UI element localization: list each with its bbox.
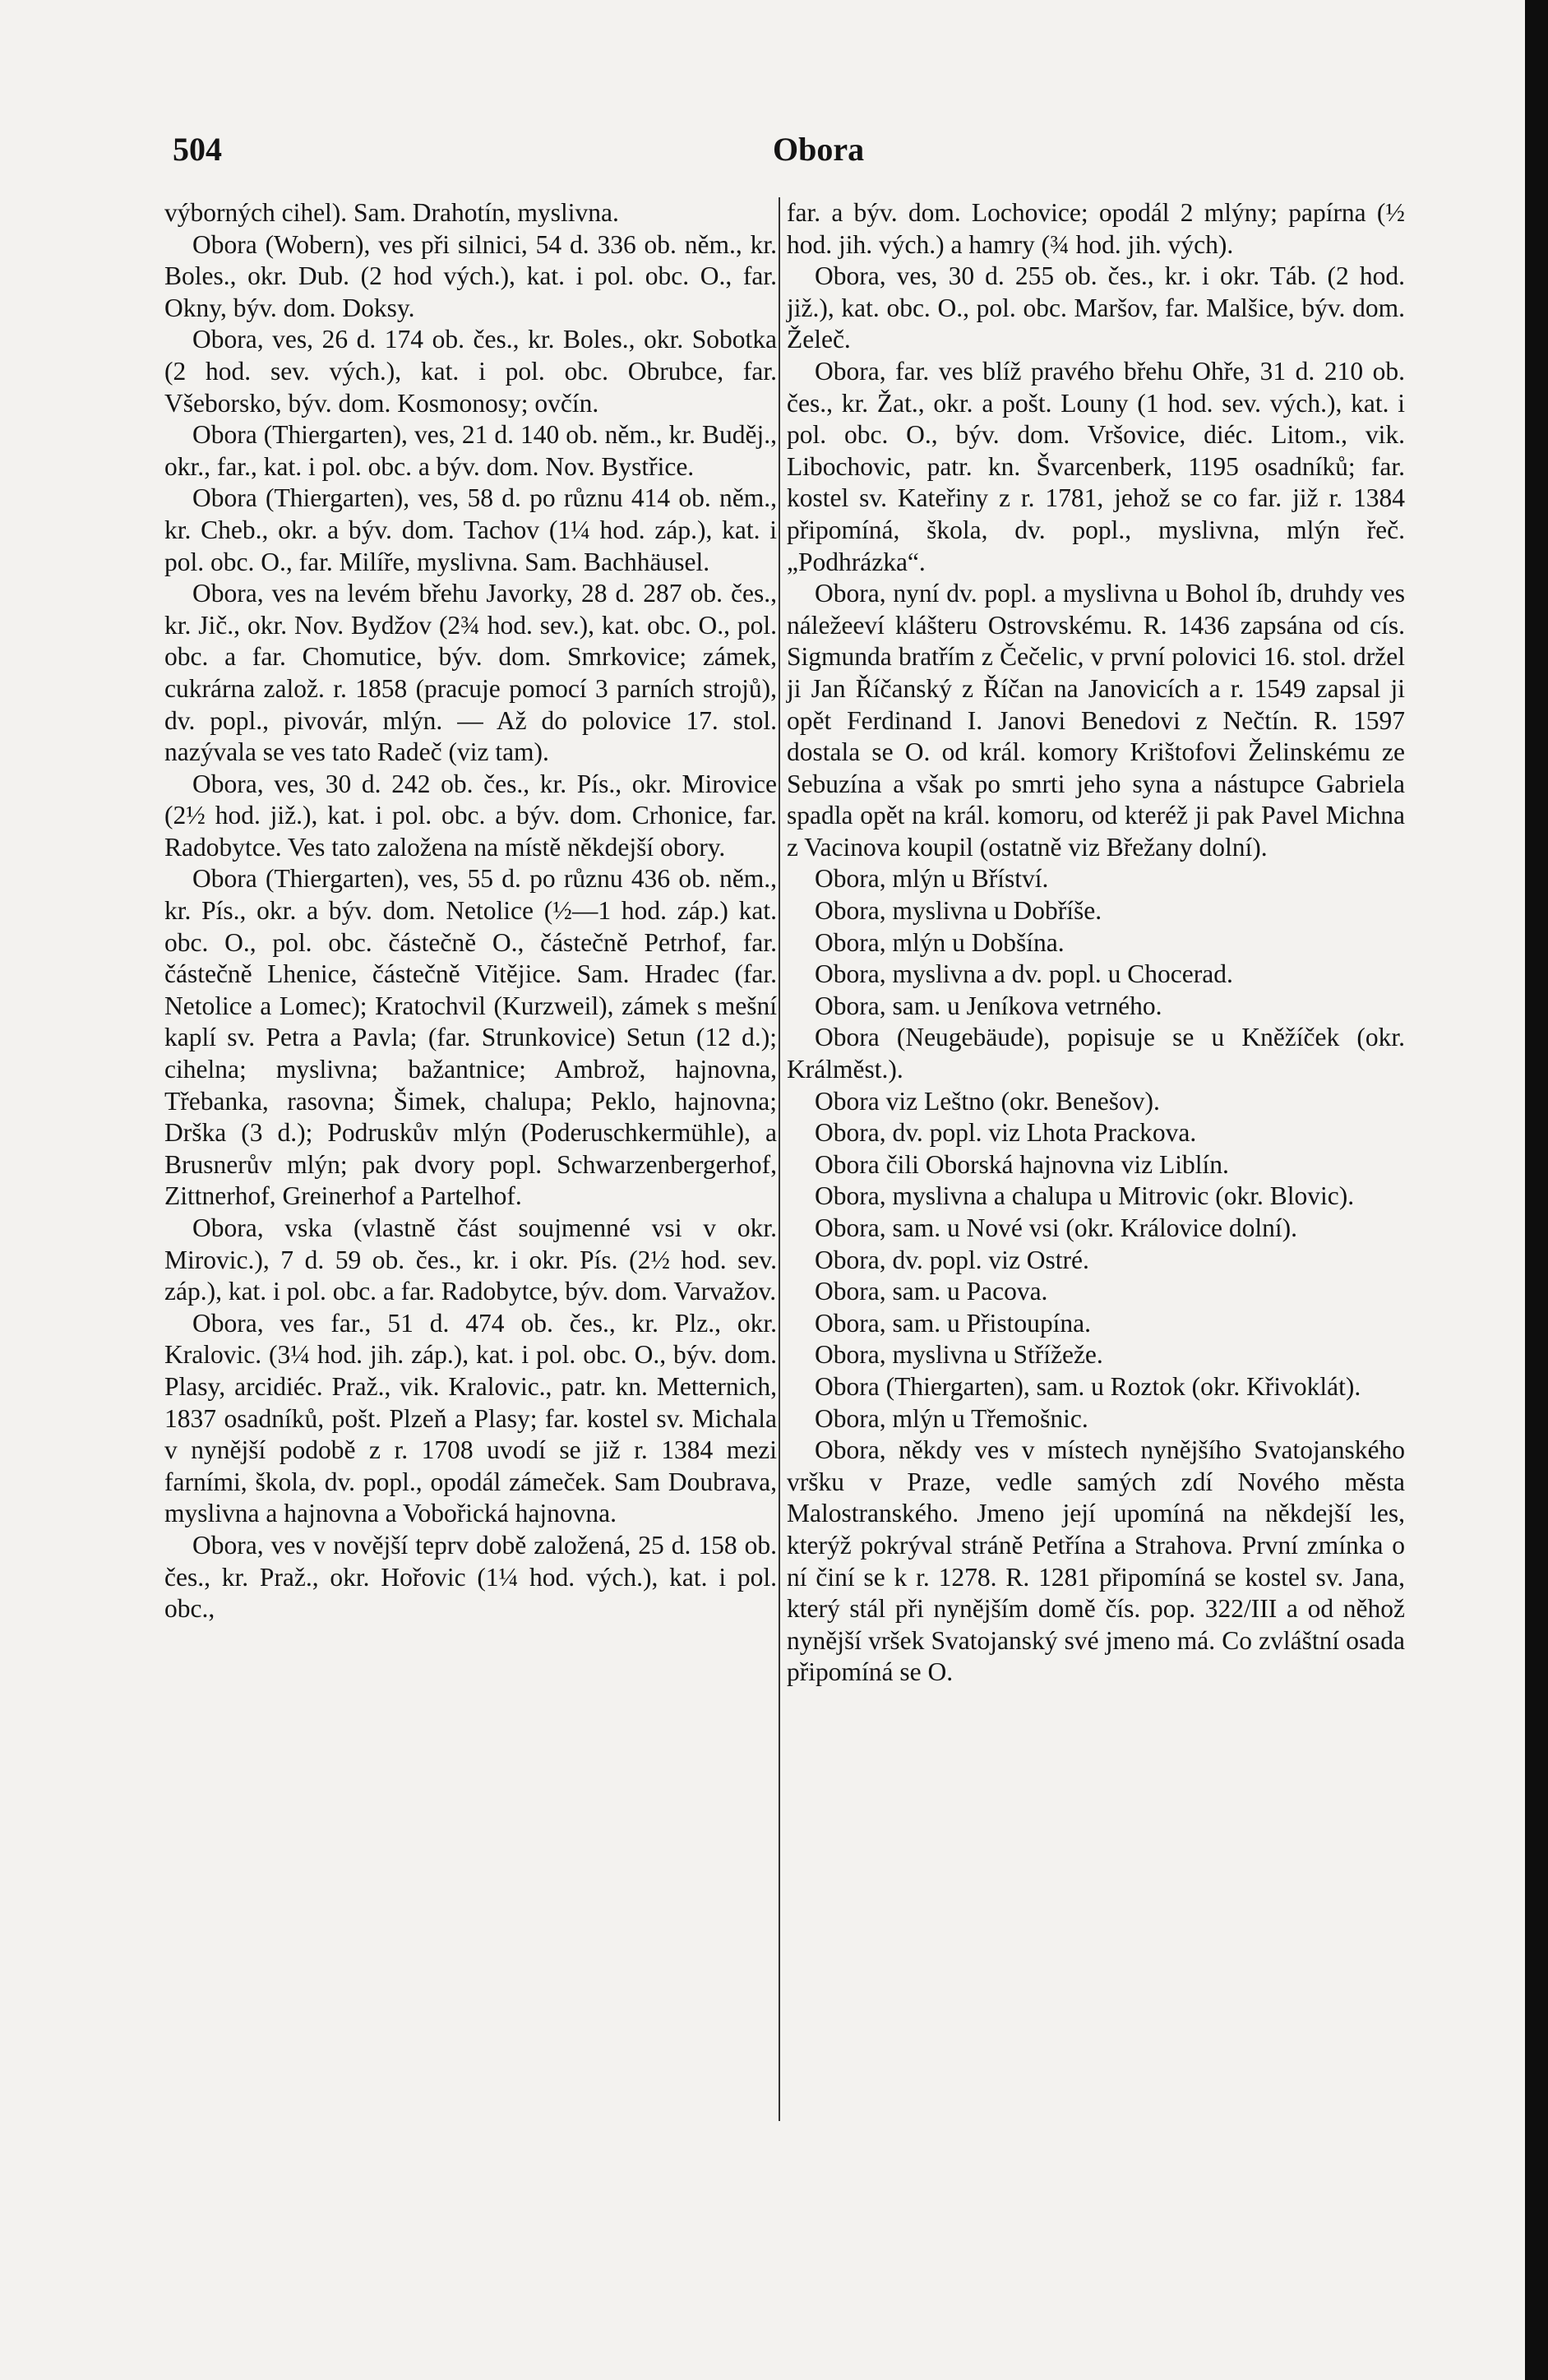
entry-paragraph: Obora, sam. u Jeníkova vetrného.: [815, 991, 1162, 1020]
entry-paragraph: Obora, far. ves blíž pravého břehu Ohře, 31 d. 210 ob. čes., kr. Žat., okr. a pošt. Louny (1 hod. sev. vých.), kat. i pol. obc. O., býv. dom. Vršovice, diéc. Litom., vik. Libochovic, patr. kn. Švarcenberk, 1195 osadníků; far. kostel sv. Kateřiny z r. 1781, jehož se co far. již r. 1384 připomíná, škola, dv. popl., myslivna, mlýn řeč. „Podhrázka“.: [787, 356, 1405, 576]
entry-paragraph: Obora, myslivna a chalupa u Mitrovic (okr. Blovic).: [815, 1181, 1355, 1211]
entry-paragraph: Obora, dv. popl. viz Lhota Prackova.: [815, 1118, 1197, 1148]
entry-paragraph: Obora, ves v novější teprv době založená, 25 d. 158 ob. čes., kr. Praž., okr. Hořovic (1¼ hod. vých.), kat. i pol. obc.,: [164, 1530, 777, 1624]
entry-paragraph: far. a býv. dom. Lochovice; opodál 2 mlýny; papírna (½ hod. jih. vých.) a hamry (¾ hod. jih. vých).: [787, 198, 1405, 259]
entry-paragraph: Obora, myslivna u Dobříše.: [815, 896, 1102, 926]
entry-paragraph: Obora, myslivna a dv. popl. u Chocerad.: [815, 959, 1233, 989]
entry-paragraph: Obora (Thiergarten), ves, 55 d. po různu 436 ob. něm., kr. Pís., okr. a býv. dom. Netolice (½—1 hod. záp.) kat. obc. O., pol. obc. částečně O., částečně Petrhof, far. částečně Lhenice, částečně Vitějice. Sam. Hradec (far. Netolice a Lomec); Kratochvil (Kurzweil), zámek s mešní kaplí sv. Petra a Pavla; (far. Strunkovice) Setun (12 d.); cihelna; myslivna; bažantnice; Ambrož, hajnovna, Třebanka, rasovna; Šimek, chalupa; Peklo, hajnovna; Drška (3 d.); Podruskův mlýn (Poderuschkermühle), a Brusnerův mlýn; pak dvory popl. Schwarzenbergerhof, Zittnerhof, Greinerhof a Partelhof.: [164, 864, 777, 1211]
scan-edge: [1525, 0, 1548, 2380]
column-divider: [779, 197, 780, 2121]
entry-paragraph: Obora, vska (vlastně část soujmenné vsi v okr. Mirovic.), 7 d. 59 ob. čes., kr. i okr. Pís. (2½ hod. sev. záp.), kat. i pol. obc. a far. Radobytce, býv. dom. Varvažov.: [164, 1213, 777, 1306]
page-number: 504: [173, 131, 222, 168]
entry-paragraph: Obora, sam. u Nové vsi (okr. Královice dolní).: [815, 1213, 1297, 1242]
entry-paragraph: Obora (Neugebäude), popisuje se u Kněžíček (okr. Králměst.).: [787, 1023, 1405, 1084]
entry-paragraph: Obora (Thiergarten), ves, 58 d. po různu 414 ob. něm., kr. Cheb., okr. a býv. dom. Tachov (1¼ hod. záp.), kat. i pol. obc. O., far. Milíře, myslivna. Sam. Bachhäusel.: [164, 483, 777, 576]
entry-paragraph: Obora (Thiergarten), sam. u Roztok (okr. Křivoklát).: [815, 1371, 1361, 1401]
entry-paragraph: Obora, ves, 30 d. 242 ob. čes., kr. Pís., okr. Mirovice (2½ hod. již.), kat. i pol. obc. a býv. dom. Crhonice, far. Radobytce. Ves tato založena na místě někdejší obory.: [164, 769, 777, 862]
entry-paragraph: Obora, ves, 30 d. 255 ob. čes., kr. i okr. Táb. (2 hod. již.), kat. obc. O., pol. obc. Maršov, far. Malšice, býv. dom. Želeč.: [787, 261, 1405, 354]
entry-paragraph: Obora, ves na levém břehu Javorky, 28 d. 287 ob. čes., kr. Jič., okr. Nov. Bydžov (2¾ hod. sev.), kat. obc. O., pol. obc. a far. Chomutice, býv. dom. Smrkovice; zámek, cukrárna založ. r. 1858 (pracuje pomocí 3 parních strojů), dv. popl., pivovár, mlýn. — Až do polovice 17. stol. nazývala se ves tato Radeč (viz tam).: [164, 579, 777, 767]
entry-paragraph: Obora, někdy ves v místech nynějšího Svatojanského vršku v Praze, vedle samých zdí Nového města Malostranského. Jmeno její upomíná na někdejší les, kterýž pokrýval stráně Petřína a Strahova. První zmínka o ní činí se k r. 1278. R. 1281 připomíná se kostel sv. Jana, který stál při nynějším domě čís. pop. 322/III a od něhož nynější vršek Svatojanský své jmeno má. Co zvláštní osada připomíná se O.: [787, 1435, 1405, 1687]
entry-paragraph: Obora, mlýn u Bříství.: [815, 864, 1049, 894]
entry-paragraph: Obora, mlýn u Dobšína.: [815, 927, 1065, 957]
entry-paragraph: Obora viz Leštno (okr. Benešov).: [815, 1086, 1160, 1116]
right-column: [787, 197, 1405, 1689]
entry-paragraph: výborných cihel). Sam. Drahotín, myslivna.: [164, 198, 619, 227]
entry-paragraph: Obora, sam. u Pacova.: [815, 1277, 1048, 1306]
entry-paragraph: Obora, mlýn u Třemošnic.: [815, 1403, 1088, 1433]
entry-paragraph: Obora, sam. u Přistoupína.: [815, 1308, 1091, 1338]
entry-paragraph: Obora čili Oborská hajnovna viz Liblín.: [815, 1149, 1229, 1179]
entry-paragraph: Obora, dv. popl. viz Ostré.: [815, 1245, 1089, 1274]
entry-paragraph: Obora, myslivna u Střížeže.: [815, 1340, 1103, 1370]
entry-paragraph: Obora (Wobern), ves při silnici, 54 d. 336 ob. něm., kr. Boles., okr. Dub. (2 hod vých.), kat. i pol. obc. O., far. Okny, býv. dom. Doksy.: [164, 229, 777, 322]
left-column: [164, 197, 777, 1625]
page-title: Obora: [773, 131, 865, 168]
entry-paragraph: Obora, ves, 26 d. 174 ob. čes., kr. Boles., okr. Sobotka (2 hod. sev. vých.), kat. i pol. obc. Obrubce, far. Všeborsko, býv. dom. Kosmonosy; ovčín.: [164, 325, 777, 418]
entry-paragraph: Obora (Thiergarten), ves, 21 d. 140 ob. něm., kr. Buděj., okr., far., kat. i pol. obc. a býv. dom. Nov. Bystřice.: [164, 420, 777, 481]
entry-paragraph: Obora, nyní dv. popl. a myslivna u Bohol íb, druhdy ves náležeeví klášteru Ostrovskému. R. 1436 zapsána od cís. Sigmunda bratřím z Čečelic, v první polovici 16. stol. držel ji Jan Říčanský z Říčan na Janovicích a r. 1549 zapsal ji opět Ferdinand I. Janovi Benedovi z Nečtín. R. 1597 dostala se O. od král. komory Krištofovi Želinskému ze Sebuzína a však po smrti jeho syna a nástupce Gabriela spadla opět na král. komoru, od kteréž ji pak Pavel Michna z Vacinova koupil (ostatně viz Břežany dolní).: [787, 579, 1405, 862]
entry-paragraph: Obora, ves far., 51 d. 474 ob. čes., kr. Plz., okr. Kralovic. (3¼ hod. jih. záp.), kat. i pol. obc. O., býv. dom. Plasy, arcidiéc. Praž., vik. Kralovic., patr. kn. Metternich, 1837 osadníků, pošt. Plzeň a Plasy; far. kostel sv. Michala v nynější podobě z r. 1708 uvodí se již r. 1384 mezi farními, škola, dv. popl., opodál zámeček. Sam Doubrava, myslivna a hajnovna a Vobořická hajnovna.: [164, 1308, 777, 1528]
